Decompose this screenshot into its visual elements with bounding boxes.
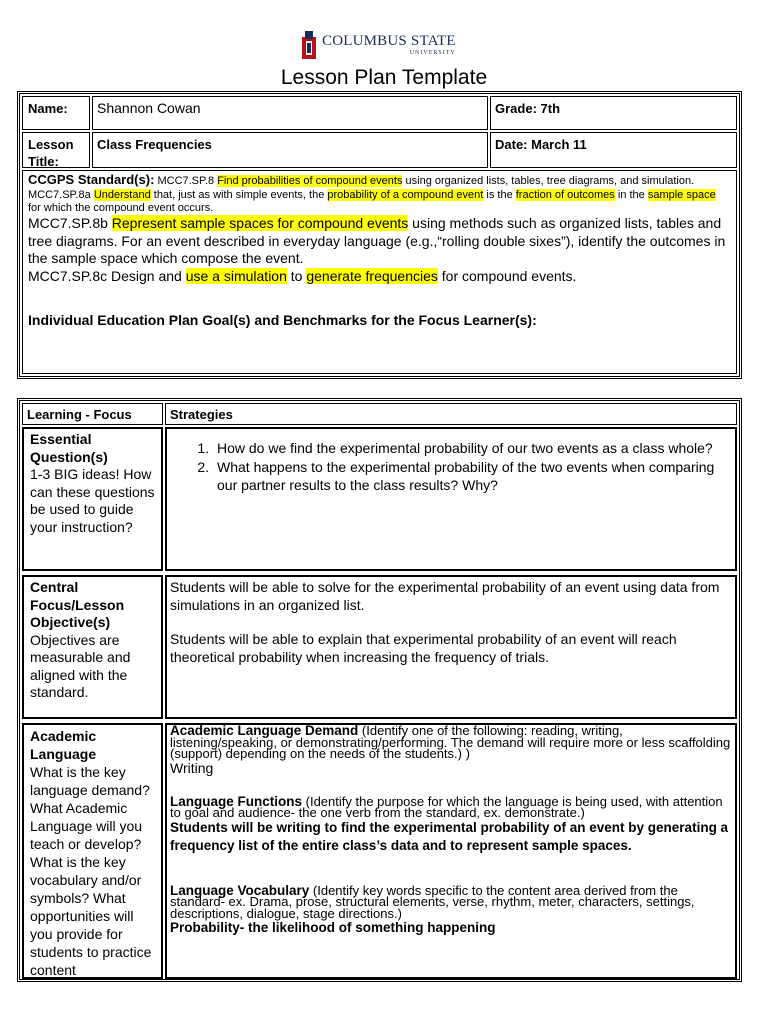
std4-highlight-1: use a simulation [185,267,287,284]
date-value: Date: March 11 [495,137,587,152]
strategies-header: Strategies [170,407,233,422]
objective-1: Students will be able to solve for the experimental probability of an event using data from simulations in an organized list. [170,579,720,613]
demand-text: (Identify one of the following: reading, writing, listening/speaking, or demonstrating/performing. The demand will require more or less scaffolding (support) depending on the needs of the students.) ) [170,723,731,761]
std2-highlight-2: probability of a compound event [327,189,484,201]
page-title: Lesson Plan Template [280,66,488,89]
std2-suffix: for which the compound event occurs. [28,202,214,214]
academic-language-desc: What is the key language demand? What Academic Language will you teach or develop? What is the key vocabulary and/or symbols? What opportunities will you provide for students to practice content [30,764,152,978]
date-cell [490,132,737,168]
std2-prefix: MCC7.SP.8a [28,189,94,201]
vocab-label: Language Vocabulary [170,882,310,898]
essential-question-desc: 1-3 BIG ideas! How can these questions be used to guide your instruction? [30,466,155,535]
std2-highlight-1: Understand [93,189,151,201]
question-item: 1. How do we find the experimental probability of our two events as a class whole? [213,439,735,457]
grade-value: Grade: 7th [495,101,561,116]
std1-suffix: using organized lists, tables, tree diagrams, and simulation. [402,175,695,187]
vocab-text: (Identify key words specific to the content area derived from the standard- ex. Drama, prose, structural elements, verse, rhythm, meter, characters, settings, descriptions, dialogue, stage directions.) [170,882,695,921]
functions-value: Students will be writing to find the experimental probability of an event by generating a frequency list of the entire class’s data and to represent sample spaces. [170,819,729,853]
std2-mid-1: that, just as with simple events, the [150,189,328,201]
std1-prefix: MCC7.SP.8 [154,175,218,187]
academic-language-cell [22,723,163,979]
focus-header-cell [22,403,163,425]
logo-name: COLUMBUS STATE [322,33,456,49]
ccgps-label: CCGPS Standard(s): [28,172,155,187]
lesson-title-label: Lesson Title: [28,137,74,168]
std4-mid: to [286,267,307,284]
std2-highlight-4: sample space [647,189,716,201]
std1-highlight: Find probabilities of compound events [217,175,403,187]
objectives-cell [165,575,737,719]
standards-text [23,171,736,332]
std2-mid-2: is the [483,189,516,201]
essential-question-strategies-cell [165,427,737,571]
std4-suffix: for compound events. [437,267,577,284]
name-label-cell [22,96,90,130]
objective-2: Students will be able to explain that experimental probability of an event will reach theoretical probability when increasing the frequency of trials. [170,631,677,665]
essential-question-title: Essential Question(s) [30,431,108,465]
functions-label: Language Functions [170,793,303,809]
logo-subtitle: UNIVERSITY [409,50,456,56]
question-item: 2. What happens to the experimental probability of the two events when comparing our partner results to the class results? Why? [213,458,735,494]
demand-label: Academic Language Demand [170,723,359,738]
std4-prefix: MCC7.SP.8c Design and [28,267,186,284]
academic-language-title: Academic Language [30,728,97,762]
std3-prefix: MCC7.SP.8b [28,215,112,231]
central-focus-desc: Objectives are measurable and aligned with the standard. [30,631,131,700]
name-label: Name: [28,101,68,116]
name-value-cell [92,96,488,130]
std3-highlight: Represent sample spaces for compound events [111,215,409,231]
iep-label: Individual Education Plan Goal(s) and Benchmarks for the Focus Learner(s): [28,312,537,328]
focus-header: Learning - Focus [27,407,132,422]
essential-question-cell [22,427,163,571]
lesson-title-value: Class Frequencies [97,137,212,152]
university-seal-icon [300,29,318,61]
vocab-value: Probability- the likelihood of something happening [170,920,496,935]
std2-mid-3: in the [614,189,648,201]
question-list [167,439,735,494]
grade-cell [490,96,737,130]
university-logo [300,28,456,62]
functions-text: (Identify the purpose for which the language is being used, with attention to goal and audience- the one verb from the standard, ex. demonstrate.) [170,793,723,820]
std4-highlight-2: generate frequencies [306,267,438,284]
central-focus-cell [22,575,163,719]
std3-suffix: using methods such as organized lists, tables and tree diagrams. For an event described in everyday language (e.g.,“rolling double sixes”), identify the outcomes in the sample space which compose the event. [28,215,726,266]
academic-language-strategies-cell [165,723,737,979]
lesson-title-label-cell [22,132,90,168]
std2-highlight-3: fraction of outcomes [515,189,615,201]
name-value: Shannon Cowan [97,100,201,116]
info-table [17,91,742,379]
central-focus-title: Central Focus/Lesson Objective(s) [30,579,125,630]
standards-cell [22,170,737,374]
demand-value: Writing [170,759,214,776]
strategies-header-cell [165,403,737,425]
lesson-title-value-cell [92,132,488,168]
learning-focus-table [17,398,742,982]
